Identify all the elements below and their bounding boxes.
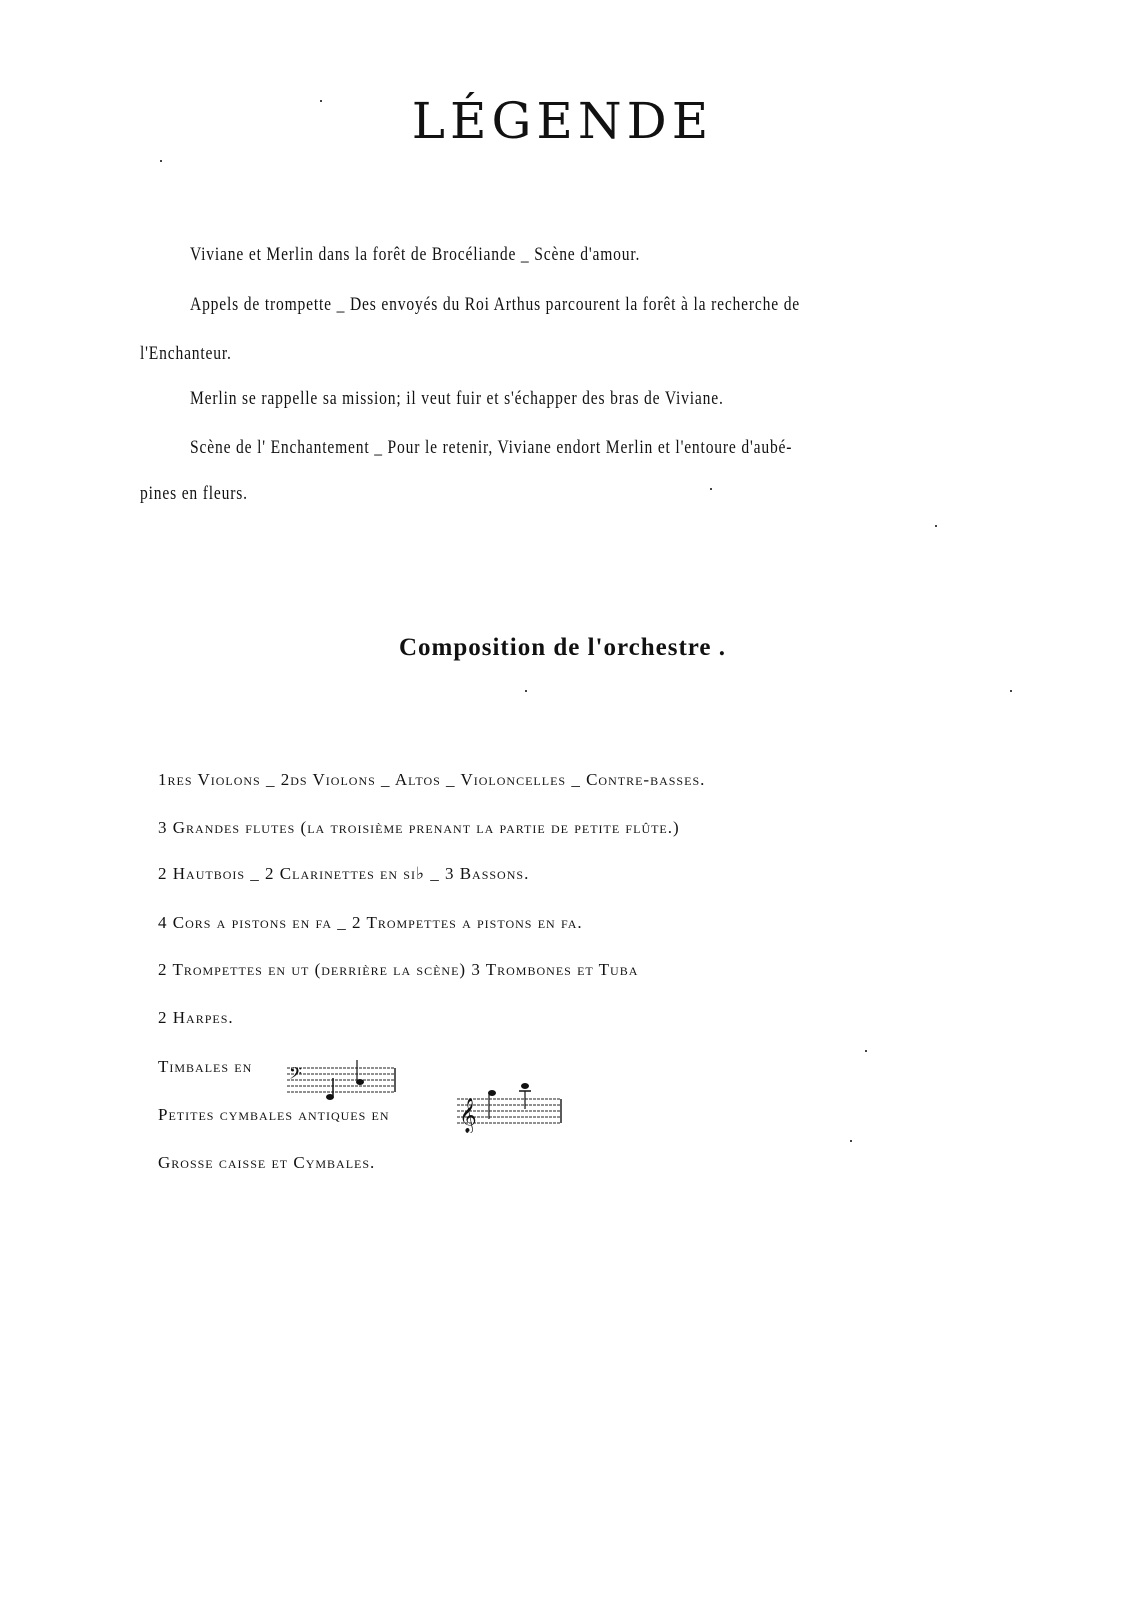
scan-speck	[710, 488, 712, 490]
scan-speck	[525, 690, 527, 692]
timpani-notation-icon	[287, 1060, 399, 1100]
orchestra-line: 4 Cors a pistons en fa _ 2 Trompettes a pistons en fa.	[158, 913, 583, 932]
legend-paragraph-continuation: pines en fleurs.	[140, 483, 248, 504]
orchestra-line: Grosse caisse et Cymbales.	[158, 1153, 376, 1172]
scan-speck	[320, 100, 322, 102]
legend-paragraph-continuation: l'Enchanteur.	[140, 343, 232, 364]
orchestra-line: 2 Hautbois _ 2 Clarinettes en si♭ _ 3 Bassons.	[158, 864, 530, 883]
legend-paragraph: Appels de trompette _ Des envoyés du Roi Arthus parcourent la forêt à la recherche de	[190, 294, 801, 315]
orchestra-line: 1res Violons _ 2ds Violons _ Altos _ Violoncelles _ Contre-basses.	[158, 770, 706, 789]
svg-text:𝄞: 𝄞	[459, 1098, 477, 1133]
orchestra-line: 2 Harpes.	[158, 1008, 234, 1027]
orchestra-heading: Composition de l'orchestre .	[398, 634, 727, 661]
orchestra-line: 3 Grandes flutes (la troisième prenant la partie de petite flûte.)	[158, 818, 680, 837]
orchestra-line: Petites cymbales antiques en	[158, 1105, 390, 1124]
cymbals-notation-icon	[457, 1083, 565, 1133]
scan-speck	[1010, 690, 1012, 692]
legend-paragraph: Viviane et Merlin dans la forêt de Brocéliande _ Scène d'amour.	[190, 244, 641, 265]
page-title: LÉGENDE	[411, 92, 714, 150]
legend-paragraph: Merlin se rappelle sa mission; il veut fuir et s'échapper des bras de Viviane.	[190, 388, 724, 409]
svg-text:𝄢: 𝄢	[289, 1063, 302, 1087]
legend-paragraph: Scène de l' Enchantement _ Pour le retenir, Viviane endort Merlin et l'entoure d'aubé-	[190, 437, 793, 458]
orchestra-line: 2 Trompettes en ut (derrière la scène) 3 Trombones et Tuba	[158, 960, 639, 979]
scan-speck	[935, 525, 937, 527]
scan-speck	[160, 160, 162, 162]
scan-speck	[865, 1050, 867, 1052]
orchestra-line: Timbales en	[158, 1057, 253, 1076]
scan-speck	[850, 1140, 852, 1142]
